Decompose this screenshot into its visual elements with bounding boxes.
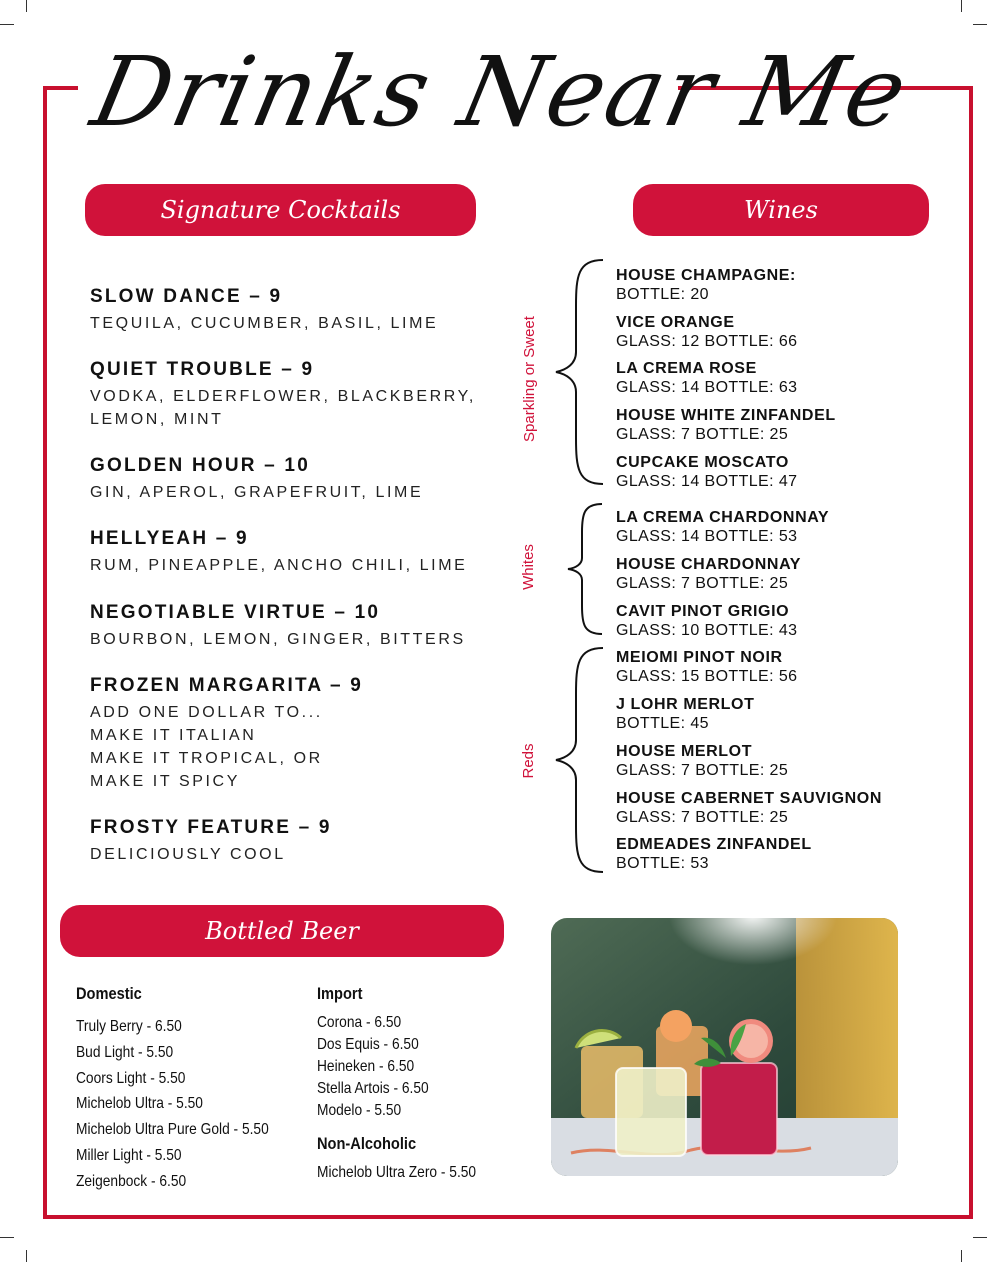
bottled-beer-header: Bottled Beer — [60, 905, 504, 957]
beer-item: Bud Light - 5.50 — [76, 1044, 174, 1061]
wine-price: GLASS: 15 BOTTLE: 56 — [616, 668, 798, 685]
wine-name: EDMEADES ZINFANDEL — [616, 836, 812, 853]
wine-group-sparkling-label: Sparkling or Sweet — [521, 316, 538, 442]
cocktail-name: QUIET TROUBLE – 9 — [90, 359, 315, 380]
cocktail-desc: VODKA, ELDERFLOWER, BLACKBERRY, — [90, 388, 476, 405]
cocktail-name: GOLDEN HOUR – 10 — [90, 455, 310, 476]
crop-mark — [0, 1237, 14, 1238]
wine-name: CUPCAKE MOSCATO — [616, 454, 789, 471]
wine-name: HOUSE WHITE ZINFANDEL — [616, 407, 836, 424]
wine-price: BOTTLE: 53 — [616, 855, 709, 872]
brace-whites — [560, 500, 608, 638]
crop-mark — [961, 1250, 962, 1262]
wine-item — [616, 266, 956, 304]
cocktail-desc: MAKE IT SPICY — [90, 773, 240, 790]
wine-name: CAVIT PINOT GRIGIO — [616, 603, 790, 620]
wine-name: LA CREMA CHARDONNAY — [616, 509, 830, 526]
cocktail-name: SLOW DANCE – 9 — [90, 286, 283, 307]
wine-item — [616, 648, 956, 686]
cocktail-name: FROSTY FEATURE – 9 — [90, 817, 332, 838]
cocktail-desc: MAKE IT TROPICAL, OR — [90, 750, 323, 767]
beer-item: Michelob Ultra - 5.50 — [76, 1095, 203, 1112]
wine-price: GLASS: 14 BOTTLE: 53 — [616, 528, 798, 545]
cocktail-desc: DELICIOUSLY COOL — [90, 846, 286, 863]
beer-item: Modelo - 5.50 — [317, 1102, 402, 1119]
wine-item — [616, 359, 956, 397]
brace-sparkling — [548, 256, 608, 488]
wine-item — [616, 602, 956, 640]
cocktail-name: NEGOTIABLE VIRTUE – 10 — [90, 602, 381, 623]
wine-item — [616, 555, 956, 593]
import-heading: Import — [317, 984, 363, 1003]
brace-reds — [548, 644, 608, 876]
crop-mark — [973, 24, 987, 25]
beer-item: Coors Light - 5.50 — [76, 1070, 186, 1087]
cocktail-item — [90, 527, 500, 577]
crop-mark — [26, 0, 27, 12]
domestic-heading: Domestic — [76, 984, 142, 1003]
cocktail-item — [90, 285, 500, 335]
signature-cocktails-header: Signature Cocktails — [85, 184, 476, 236]
wine-item — [616, 406, 956, 444]
wine-price: GLASS: 7 BOTTLE: 25 — [616, 575, 789, 592]
beer-item: Miller Light - 5.50 — [76, 1147, 182, 1164]
wine-item — [616, 453, 956, 491]
wine-price: GLASS: 14 BOTTLE: 63 — [616, 379, 798, 396]
beer-item: Heineken - 6.50 — [317, 1058, 415, 1075]
cocktail-name: HELLYEAH – 9 — [90, 528, 249, 549]
wine-price: GLASS: 7 BOTTLE: 25 — [616, 809, 789, 826]
wine-item — [616, 742, 956, 780]
cocktail-desc: ADD ONE DOLLAR TO... — [90, 704, 323, 721]
wine-name: HOUSE CHAMPAGNE: — [616, 267, 796, 284]
beer-item: Zeigenbock - 6.50 — [76, 1173, 187, 1190]
wine-name: VICE ORANGE — [616, 314, 735, 331]
beer-item: Dos Equis - 6.50 — [317, 1036, 419, 1053]
wine-price: GLASS: 7 BOTTLE: 25 — [616, 762, 789, 779]
cocktail-desc: MAKE IT ITALIAN — [90, 727, 257, 744]
wine-item — [616, 695, 956, 733]
wine-price: GLASS: 12 BOTTLE: 66 — [616, 333, 798, 350]
wine-item — [616, 313, 956, 351]
wine-name: J LOHR MERLOT — [616, 696, 755, 713]
cocktail-desc: BOURBON, LEMON, GINGER, BITTERS — [90, 631, 466, 648]
cocktail-desc: LEMON, MINT — [90, 411, 224, 428]
cocktail-item — [90, 454, 500, 504]
wine-price: GLASS: 14 BOTTLE: 47 — [616, 473, 798, 490]
cocktail-desc: TEQUILA, CUCUMBER, BASIL, LIME — [90, 315, 439, 332]
crop-mark — [961, 0, 962, 12]
beer-item: Corona - 6.50 — [317, 1014, 402, 1031]
wine-name: HOUSE CABERNET SAUVIGNON — [616, 790, 882, 807]
beer-item: Stella Artois - 6.50 — [317, 1080, 429, 1097]
wine-item — [616, 508, 956, 546]
cocktail-desc: GIN, APEROL, GRAPEFRUIT, LIME — [90, 484, 424, 501]
crop-mark — [973, 1237, 987, 1238]
cocktail-item — [90, 816, 500, 866]
beer-item: Michelob Ultra Pure Gold - 5.50 — [76, 1121, 269, 1138]
wine-name: LA CREMA ROSE — [616, 360, 757, 377]
wine-name: MEIOMI PINOT NOIR — [616, 649, 783, 666]
wine-item — [616, 789, 956, 827]
wines-header: Wines — [633, 184, 929, 236]
cocktail-item — [90, 358, 500, 431]
beer-item: Truly Berry - 6.50 — [76, 1018, 182, 1035]
cocktail-photo — [551, 918, 898, 1176]
crop-mark — [0, 24, 14, 25]
beer-item: Michelob Ultra Zero - 5.50 — [317, 1164, 477, 1181]
cocktail-item — [90, 601, 500, 651]
crop-mark — [26, 1250, 27, 1262]
wine-name: HOUSE MERLOT — [616, 743, 753, 760]
cocktail-name: FROZEN MARGARITA – 9 — [90, 675, 364, 696]
page-title: Drinks Near Me — [83, 36, 918, 148]
cocktail-item — [90, 674, 500, 793]
wine-price: BOTTLE: 20 — [616, 286, 709, 303]
wine-group-whites-label: Whites — [520, 544, 537, 590]
cocktail-desc: RUM, PINEAPPLE, ANCHO CHILI, LIME — [90, 557, 468, 574]
non-alcoholic-heading: Non-Alcoholic — [317, 1134, 417, 1153]
wine-group-reds-label: Reds — [520, 743, 537, 779]
wine-name: HOUSE CHARDONNAY — [616, 556, 802, 573]
wine-item — [616, 835, 956, 873]
wine-price: GLASS: 7 BOTTLE: 25 — [616, 426, 789, 443]
wine-price: GLASS: 10 BOTTLE: 43 — [616, 622, 798, 639]
wine-price: BOTTLE: 45 — [616, 715, 709, 732]
cocktail-photo-image — [551, 918, 898, 1176]
